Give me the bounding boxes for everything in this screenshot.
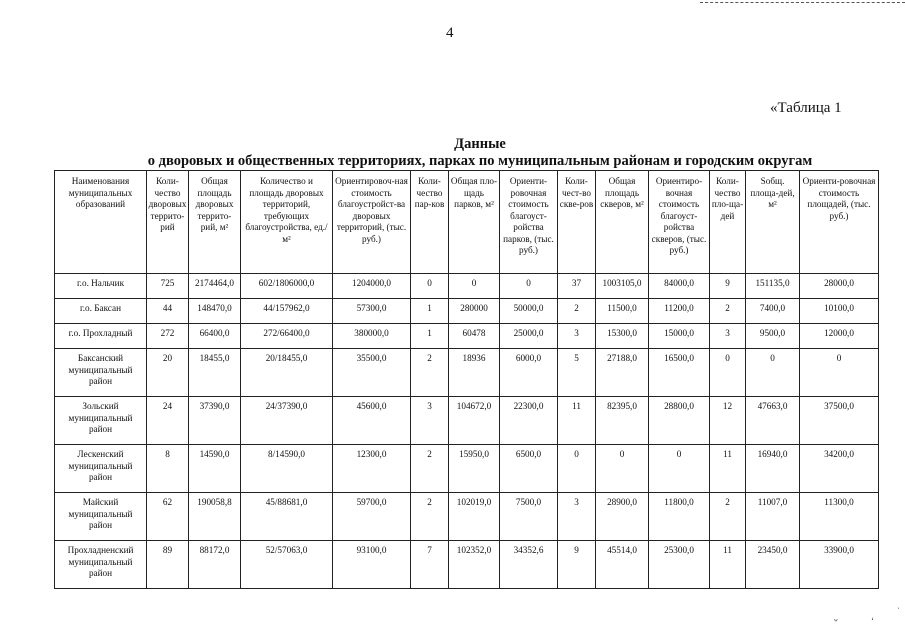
top-scan-rule — [700, 2, 905, 3]
table-row — [55, 299, 879, 324]
table-cell: 0 — [800, 349, 879, 397]
table-row — [55, 349, 879, 397]
table-cell: 37500,0 — [800, 397, 879, 445]
table-cell: 57300,0 — [333, 299, 411, 324]
table-cell: 272 — [147, 324, 189, 349]
table-cell: 59700,0 — [333, 493, 411, 541]
table-cell: 0 — [411, 274, 449, 299]
table-cell: 47663,0 — [746, 397, 800, 445]
table-cell: 0 — [500, 274, 558, 299]
table-cell: 104672,0 — [449, 397, 500, 445]
table-cell: 25000,0 — [500, 324, 558, 349]
table-cell: 9 — [558, 541, 596, 589]
column-header: Наименования муниципальных образований — [55, 171, 147, 274]
table-row — [55, 324, 879, 349]
table-cell: 18936 — [449, 349, 500, 397]
table-cell: 66400,0 — [189, 324, 241, 349]
table-cell: 602/1806000,0 — [241, 274, 333, 299]
table-cell: 11007,0 — [746, 493, 800, 541]
table-cell: 60478 — [449, 324, 500, 349]
table-cell: 2 — [710, 299, 746, 324]
table-cell: 9500,0 — [746, 324, 800, 349]
table-cell: 3 — [558, 493, 596, 541]
header-row — [55, 171, 879, 274]
table-cell: 0 — [449, 274, 500, 299]
column-header: Количество и площадь дворовых территорий, требующих благоустройства, ед./м² — [241, 171, 333, 274]
table-cell: 88172,0 — [189, 541, 241, 589]
column-header: Ориентиро-вочная стоимость благоуст-ройства скверов, (тыс. руб.) — [649, 171, 710, 274]
table-cell: 34352,6 — [500, 541, 558, 589]
municipality-name-cell: г.о. Нальчик — [55, 274, 147, 299]
table-cell: 37 — [558, 274, 596, 299]
table-cell: 25300,0 — [649, 541, 710, 589]
table-cell: 24 — [147, 397, 189, 445]
table-cell: 34200,0 — [800, 445, 879, 493]
table-cell: 102352,0 — [449, 541, 500, 589]
table-cell: 44 — [147, 299, 189, 324]
municipality-name-cell: Баксанский муниципальный район — [55, 349, 147, 397]
table-cell: 28000,0 — [800, 274, 879, 299]
table-cell: 1003105,0 — [596, 274, 649, 299]
table-cell: 16940,0 — [746, 445, 800, 493]
table-cell: 11 — [710, 541, 746, 589]
table-cell: 20 — [147, 349, 189, 397]
table-cell: 9 — [710, 274, 746, 299]
table-cell: 3 — [558, 324, 596, 349]
table-cell: 27188,0 — [596, 349, 649, 397]
table-cell: 102019,0 — [449, 493, 500, 541]
municipality-name-cell: Лескенский муниципальный район — [55, 445, 147, 493]
table-cell: 725 — [147, 274, 189, 299]
column-header: Общая пло-щадь парков, м² — [449, 171, 500, 274]
table-cell: 2 — [411, 445, 449, 493]
table-cell: 7500,0 — [500, 493, 558, 541]
table-cell: 2 — [411, 493, 449, 541]
table-cell: 22300,0 — [500, 397, 558, 445]
column-header: Общая площадь дворовых террито-рий, м² — [189, 171, 241, 274]
table-cell: 11500,0 — [596, 299, 649, 324]
table-cell: 50000,0 — [500, 299, 558, 324]
table-cell: 16500,0 — [649, 349, 710, 397]
table-cell: 62 — [147, 493, 189, 541]
column-header: Sобщ. площа-дей, м² — [746, 171, 800, 274]
table-cell: 45514,0 — [596, 541, 649, 589]
table-cell: 190058,8 — [189, 493, 241, 541]
column-header: Коли-чество дворовых террито-рий — [147, 171, 189, 274]
table-cell: 11 — [710, 445, 746, 493]
table-row — [55, 493, 879, 541]
table-row — [55, 445, 879, 493]
table-cell: 52/57063,0 — [241, 541, 333, 589]
table-cell: 14590,0 — [189, 445, 241, 493]
column-header: Ориентировоч-ная стоимость благоустройст-ва дворовых территорий, (тыс. руб.) — [333, 171, 411, 274]
municipality-name-cell: г.о. Прохладный — [55, 324, 147, 349]
municipality-name-cell: Майский муниципальный район — [55, 493, 147, 541]
table-cell: 151135,0 — [746, 274, 800, 299]
table-cell: 0 — [558, 445, 596, 493]
table-cell: 1204000,0 — [333, 274, 411, 299]
table-cell: 15300,0 — [596, 324, 649, 349]
table-cell: 93100,0 — [333, 541, 411, 589]
table-row — [55, 274, 879, 299]
table-label: «Таблица 1 — [770, 100, 842, 116]
table-cell: 24/37390,0 — [241, 397, 333, 445]
table-cell: 0 — [596, 445, 649, 493]
column-header: Ориенти-ровочная стоимость площадей, (тыс. руб.) — [800, 171, 879, 274]
table-cell: 0 — [710, 349, 746, 397]
table-cell: 8/14590,0 — [241, 445, 333, 493]
column-header: Коли-чество пар-ков — [411, 171, 449, 274]
table-cell: 3 — [710, 324, 746, 349]
table-cell: 1 — [411, 324, 449, 349]
page-number: 4 — [446, 25, 454, 41]
table-cell: 84000,0 — [649, 274, 710, 299]
table-cell: 18455,0 — [189, 349, 241, 397]
table-cell: 0 — [746, 349, 800, 397]
table-cell: 272/66400,0 — [241, 324, 333, 349]
table-cell: 12300,0 — [333, 445, 411, 493]
table-row — [55, 541, 879, 589]
column-header: Коли-чество пло-ща-дей — [710, 171, 746, 274]
column-header: Ориенти-ровочная стоимость благоуст-ройства парков, (тыс. руб.) — [500, 171, 558, 274]
municipality-name-cell: г.о. Баксан — [55, 299, 147, 324]
table-cell: 89 — [147, 541, 189, 589]
table-cell: 8 — [147, 445, 189, 493]
scan-mark: ˈ — [897, 606, 900, 616]
table-cell: 148470,0 — [189, 299, 241, 324]
table-row — [55, 397, 879, 445]
table-cell: 44/157962,0 — [241, 299, 333, 324]
table-cell: 11800,0 — [649, 493, 710, 541]
scan-mark: ʷ — [834, 616, 838, 626]
table-cell: 15950,0 — [449, 445, 500, 493]
column-header: Общая площадь скверов, м² — [596, 171, 649, 274]
table-cell: 45/88681,0 — [241, 493, 333, 541]
table-title: Данные — [454, 136, 506, 152]
table-cell: 6000,0 — [500, 349, 558, 397]
table-cell: 37390,0 — [189, 397, 241, 445]
scan-mark: ʻ — [871, 616, 874, 626]
table-cell: 33900,0 — [800, 541, 879, 589]
table-cell: 1 — [411, 299, 449, 324]
table-cell: 28900,0 — [596, 493, 649, 541]
table-cell: 5 — [558, 349, 596, 397]
table-cell: 12 — [710, 397, 746, 445]
table-cell: 2174464,0 — [189, 274, 241, 299]
table-cell: 23450,0 — [746, 541, 800, 589]
table-subtitle: о дворовых и общественных территориях, парках по муниципальным районам и городским округам — [147, 153, 813, 169]
table-cell: 380000,0 — [333, 324, 411, 349]
territories-table — [54, 170, 879, 589]
table-cell: 7400,0 — [746, 299, 800, 324]
municipality-name-cell: Зольский муниципальный район — [55, 397, 147, 445]
table-cell: 10100,0 — [800, 299, 879, 324]
table-cell: 0 — [649, 445, 710, 493]
table-cell: 2 — [411, 349, 449, 397]
table-cell: 12000,0 — [800, 324, 879, 349]
table-cell: 20/18455,0 — [241, 349, 333, 397]
table-cell: 11200,0 — [649, 299, 710, 324]
table-cell: 7 — [411, 541, 449, 589]
table-cell: 3 — [411, 397, 449, 445]
table-cell: 11300,0 — [800, 493, 879, 541]
municipality-name-cell: Прохладненский муниципальный район — [55, 541, 147, 589]
table-cell: 82395,0 — [596, 397, 649, 445]
table-cell: 11 — [558, 397, 596, 445]
table-cell: 45600,0 — [333, 397, 411, 445]
column-header: Коли-чест-во скве-ров — [558, 171, 596, 274]
table-cell: 28800,0 — [649, 397, 710, 445]
table-cell: 6500,0 — [500, 445, 558, 493]
table-cell: 15000,0 — [649, 324, 710, 349]
table-cell: 35500,0 — [333, 349, 411, 397]
table-cell: 2 — [558, 299, 596, 324]
table-cell: 2 — [710, 493, 746, 541]
table-cell: 280000 — [449, 299, 500, 324]
